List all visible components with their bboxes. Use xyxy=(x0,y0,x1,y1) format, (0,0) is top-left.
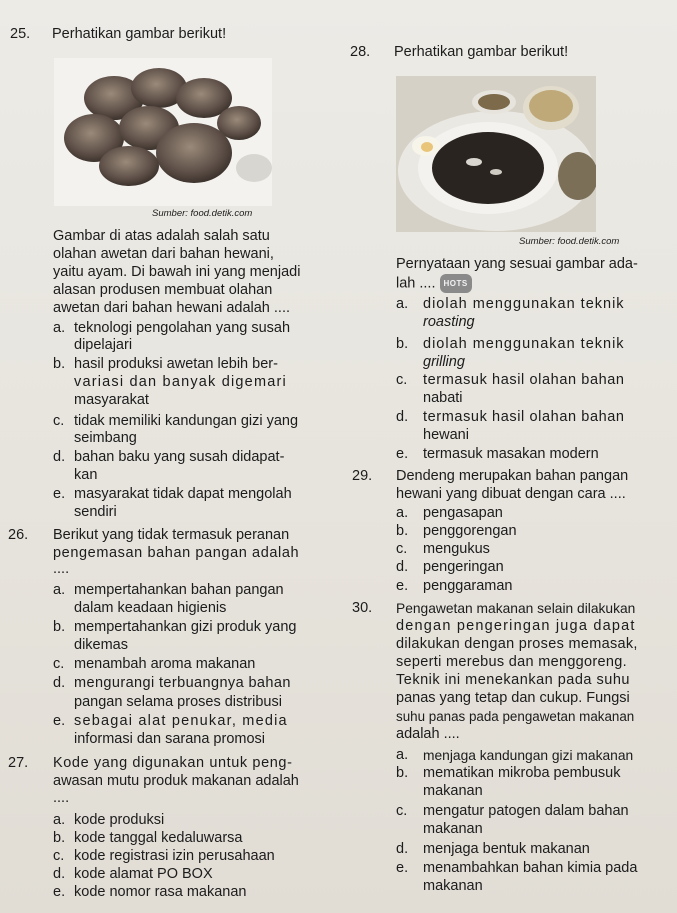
q29-option-a-line-1: pengasapan xyxy=(423,505,503,521)
q27-stem-line-2: awasan mutu produk makanan adalah xyxy=(53,773,299,789)
q25-prompt: Perhatikan gambar berikut! xyxy=(52,26,227,42)
q28-option-b-line-2: grilling xyxy=(423,354,465,370)
q29-option-a-letter: a. xyxy=(396,505,409,521)
q25-option-e-line-1: masyarakat tidak dapat mengolah xyxy=(74,486,292,502)
q25-option-e-letter: e. xyxy=(53,486,66,502)
q25-stem-line-1: Gambar di atas adalah salah satu xyxy=(53,228,270,244)
q27-option-e-letter: e. xyxy=(53,884,66,900)
q28-option-b-line-1: diolah menggunakan teknik xyxy=(423,336,625,352)
q25-image-source: Sumber: food.detik.com xyxy=(152,208,253,219)
q26-stem-line-3: .... xyxy=(53,561,70,577)
q30-option-b-letter: b. xyxy=(396,765,409,781)
q28-option-d-line-1: termasuk hasil olahan bahan xyxy=(423,409,625,425)
q30-option-d-letter: d. xyxy=(396,841,409,857)
q25-option-d-line-1: bahan baku yang susah didapat- xyxy=(74,449,285,465)
q26-option-d-letter: d. xyxy=(53,675,66,691)
q27-option-c-letter: c. xyxy=(53,848,65,864)
q26-option-b-line-1: mempertahankan gizi produk yang xyxy=(74,619,297,635)
q27-option-d-letter: d. xyxy=(53,866,66,882)
q26-option-c-line-1: menambah aroma makanan xyxy=(74,656,256,672)
q28-image-source: Sumber: food.detik.com xyxy=(519,236,620,247)
q25-option-d-letter: d. xyxy=(53,449,66,465)
q25-option-c-line-2: seimbang xyxy=(74,430,137,446)
q26-option-d-line-2: pangan selama proses distribusi xyxy=(74,694,282,710)
q29-number: 29. xyxy=(352,468,373,484)
q25-option-d-line-2: kan xyxy=(74,467,98,483)
q27-number: 27. xyxy=(8,755,29,771)
q28-option-a-line-2: roasting xyxy=(423,314,475,330)
q27-option-e-line-1: kode nomor rasa makanan xyxy=(74,884,247,900)
q25-stem-line-3: yaitu ayam. Di bawah ini yang menjadi xyxy=(53,264,301,280)
q26-stem-line-2: pengemasan bahan pangan adalah xyxy=(53,545,300,561)
q28-stem-line-2 xyxy=(396,274,472,293)
food-bowl-photo xyxy=(396,76,596,232)
q28-option-c-letter: c. xyxy=(396,372,408,388)
q30-option-e-line-2: makanan xyxy=(423,878,483,894)
q25-stem-line-4: alasan produsen membuat olahan xyxy=(53,282,273,298)
q30-stem-line-8: adalah .... xyxy=(396,726,460,742)
q25-stem-line-5: awetan dari bahan hewani adalah .... xyxy=(53,300,291,316)
q25-number: 25. xyxy=(10,26,31,42)
q29-option-c-line-1: mengukus xyxy=(423,541,490,557)
q29-option-d-letter: d. xyxy=(396,559,409,575)
q27-option-b-line-1: kode tanggal kedaluwarsa xyxy=(74,830,243,846)
q30-option-b-line-2: makanan xyxy=(423,783,483,799)
q29-option-e-line-1: penggaraman xyxy=(423,578,513,594)
q26-option-d-line-1: mengurangi terbuangnya bahan xyxy=(74,675,291,691)
q30-stem-line-1: Pengawetan makanan selain dilakukan xyxy=(396,601,636,616)
q26-option-e-letter: e. xyxy=(53,713,66,729)
q27-option-a-letter: a. xyxy=(53,812,66,828)
q28-option-c-line-1: termasuk hasil olahan bahan xyxy=(423,372,625,388)
q25-option-b-line-2: variasi dan banyak digemari xyxy=(74,374,287,390)
q27-option-a-line-1: kode produksi xyxy=(74,812,165,828)
q25-option-b-letter: b. xyxy=(53,356,66,372)
q28-option-a-letter: a. xyxy=(396,296,409,312)
q25-option-b-line-3: masyarakat xyxy=(74,392,149,408)
q28-prompt: Perhatikan gambar berikut! xyxy=(394,44,569,60)
q26-option-b-line-2: dikemas xyxy=(74,637,128,653)
q29-stem-line-2: hewani yang dibuat dengan cara .... xyxy=(396,486,626,502)
q28-number: 28. xyxy=(350,44,371,60)
q29-option-b-letter: b. xyxy=(396,523,409,539)
q30-option-c-line-1: mengatur patogen dalam bahan xyxy=(423,803,629,819)
q26-option-c-letter: c. xyxy=(53,656,65,672)
q26-option-a-line-2: dalam keadaan higienis xyxy=(74,600,227,616)
q28-option-e-letter: e. xyxy=(396,446,409,462)
q26-option-e-line-1: sebagai alat penukar, media xyxy=(74,713,288,729)
q28-option-c-line-2: nabati xyxy=(423,390,463,406)
q30-option-e-line-1: menambahkan bahan kimia pada xyxy=(423,860,638,876)
q30-option-a-letter: a. xyxy=(396,747,409,763)
q25-option-a-line-2: dipelajari xyxy=(74,337,133,353)
q30-number: 30. xyxy=(352,600,373,616)
q27-option-d-line-1: kode alamat PO BOX xyxy=(74,866,213,882)
q29-option-b-line-1: penggorengan xyxy=(423,523,517,539)
q26-option-a-letter: a. xyxy=(53,582,66,598)
q26-option-e-line-2: informasi dan sarana promosi xyxy=(74,731,266,747)
q30-option-c-line-2: makanan xyxy=(423,821,483,837)
q28-stem-line-2-text: lah .... xyxy=(396,275,436,292)
q30-stem-line-2: dengan pengeringan juga dapat xyxy=(396,618,636,634)
fried-chicken-nuggets-photo xyxy=(54,58,272,206)
q30-stem-line-4: seperti merebus dan menggoreng. xyxy=(396,654,627,670)
q28-stem-line-1: Pernyataan yang sesuai gambar ada- xyxy=(396,256,638,272)
q25-option-e-line-2: sendiri xyxy=(74,504,117,520)
q27-stem-line-1: Kode yang digunakan untuk peng- xyxy=(53,755,293,771)
q26-option-b-letter: b. xyxy=(53,619,66,635)
q28-option-d-letter: d. xyxy=(396,409,409,425)
q30-stem-line-7: suhu panas pada pengawetan makanan xyxy=(396,709,635,724)
q28-option-e-line-1: termasuk masakan modern xyxy=(423,446,599,462)
q30-option-c-letter: c. xyxy=(396,803,408,819)
q26-option-a-line-1: mempertahankan bahan pangan xyxy=(74,582,284,598)
q28-option-a-line-1: diolah menggunakan teknik xyxy=(423,296,625,312)
q25-option-a-letter: a. xyxy=(53,320,66,336)
q25-stem-line-2: olahan awetan dari bahan hewani, xyxy=(53,246,274,262)
q25-option-c-letter: c. xyxy=(53,413,65,429)
q27-option-b-letter: b. xyxy=(53,830,66,846)
q25-option-c-line-1: tidak memiliki kandungan gizi yang xyxy=(74,413,299,429)
q29-option-d-line-1: pengeringan xyxy=(423,559,504,575)
q30-option-e-letter: e. xyxy=(396,860,409,876)
q28-option-d-line-2: hewani xyxy=(423,427,469,443)
q29-stem-line-1: Dendeng merupakan bahan pangan xyxy=(396,468,629,484)
q29-option-c-letter: c. xyxy=(396,541,408,557)
q27-option-c-line-1: kode registrasi izin perusahaan xyxy=(74,848,275,864)
q30-stem-line-5: Teknik ini menekankan pada suhu xyxy=(396,672,630,688)
q29-option-e-letter: e. xyxy=(396,578,409,594)
hots-badge: HOTS xyxy=(440,274,472,293)
q25-option-b-line-1: hasil produksi awetan lebih ber- xyxy=(74,356,278,372)
q30-option-b-line-1: mematikan mikroba pembusuk xyxy=(423,765,621,781)
q27-stem-line-3: .... xyxy=(53,790,70,806)
q26-stem-line-1: Berikut yang tidak termasuk peranan xyxy=(53,527,290,543)
q25-option-a-line-1: teknologi pengolahan yang susah xyxy=(74,320,291,336)
q26-number: 26. xyxy=(8,527,29,543)
q30-stem-line-6: panas yang tetap dan cukup. Fungsi xyxy=(396,690,630,706)
q28-option-b-letter: b. xyxy=(396,336,409,352)
q30-stem-line-3: dilakukan dengan proses memasak, xyxy=(396,636,638,652)
q30-option-d-line-1: menjaga bentuk makanan xyxy=(423,841,590,857)
q30-option-a-line-1: menjaga kandungan gizi makanan xyxy=(423,748,634,763)
